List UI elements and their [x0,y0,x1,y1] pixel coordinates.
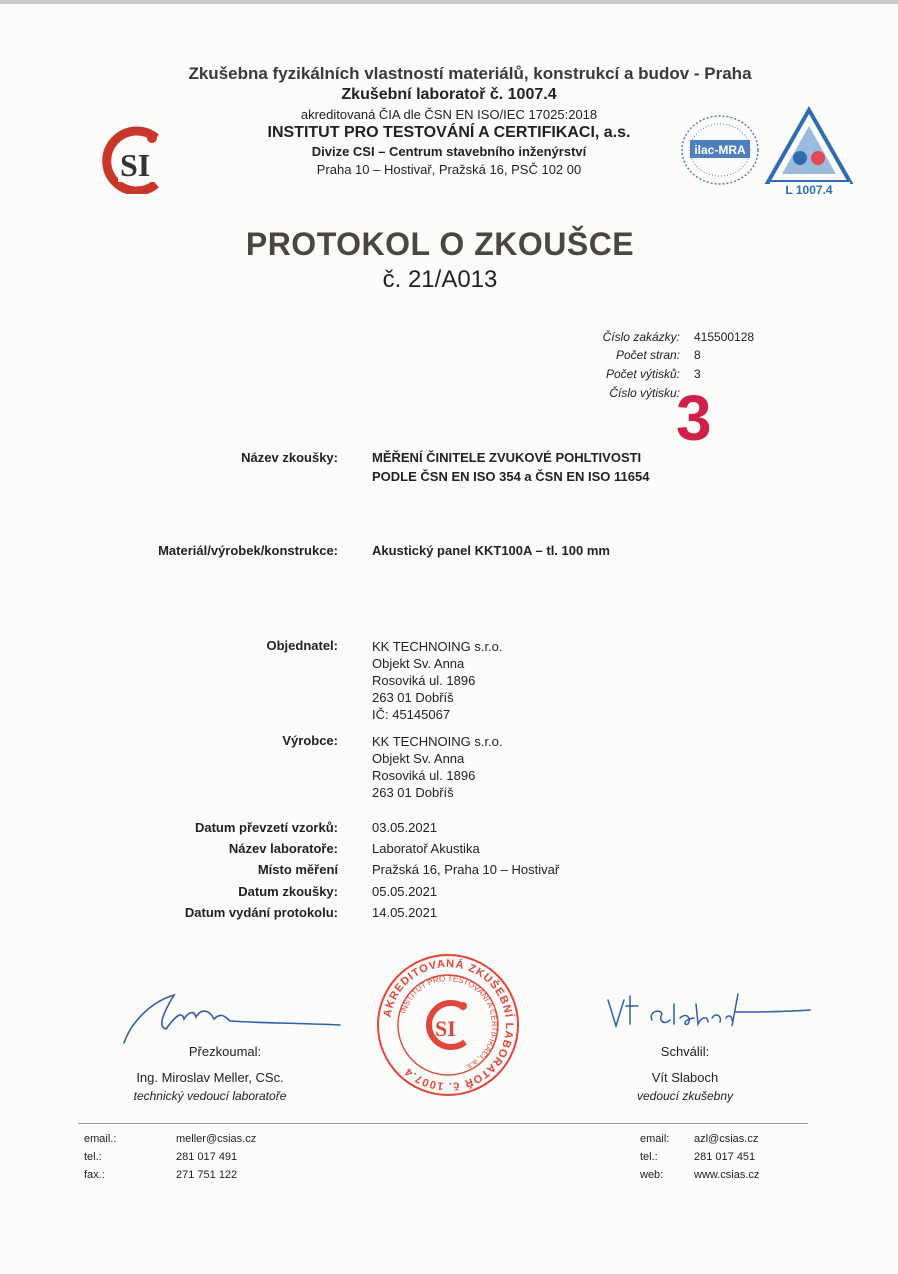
meta-label-copy-number: Číslo výtisku: [609,386,680,400]
stamp-inner-text: INSTITUT PRO TESTOVÁNÍ A CERTIFIKACI, a.s. [398,973,500,1073]
reviewer-title: technický vedoucí laboratoře [133,1089,287,1103]
reviewer-name: Ing. Miroslav Meller, CSc. [136,1070,284,1085]
footer-left-label-tel: tel.: [84,1151,102,1163]
test-name-label: Název zkoušky: [241,450,338,465]
footer-left-value-fax: 271 751 122 [176,1169,238,1181]
stamp-logo-text: SI [435,1016,456,1041]
meta-label-order: Číslo zakázky: [602,330,680,344]
material-value: Akustický panel KKT100A – tl. 100 mm [372,543,610,558]
approver-role: Schválil: [660,1044,710,1059]
test-name-line-1: MĚŘENÍ ČINITELE ZVUKOVÉ POHLTIVOSTI [372,450,642,465]
approver-name: Vít Slaboch [651,1070,719,1085]
footer-right-label-web: web: [640,1169,664,1181]
approver-signature [604,990,814,1040]
detail-value-place: Pražská 16, Praha 10 – Hostivař [372,862,560,877]
csi-logo-text: SI [120,147,151,183]
client-address [372,638,503,723]
manufacturer-line: KK TECHNOING s.r.o. [372,734,503,749]
document-title: PROTOKOL O ZKOUŠCE [245,226,635,262]
detail-label-test-date: Datum zkoušky: [238,884,338,899]
detail-label-place: Místo měření [257,862,338,877]
client-label: Objednatel: [266,638,338,653]
manufacturer-line: Objekt Sv. Anna [372,751,465,766]
client-line: KK TECHNOING s.r.o. [372,639,503,654]
test-name-line-2: PODLE ČSN EN ISO 354 a ČSN EN ISO 11654 [372,469,650,484]
header-line-1: Zkušebna fyzikálních vlastností materiálů, konstrukcí a budov - Praha [188,64,752,83]
footer-left-value-email[interactable]: meller@csias.cz [176,1133,257,1145]
meta-label-pages: Počet stran: [615,348,680,362]
manufacturer-address [372,733,503,801]
page-top-edge [0,0,898,4]
footer-separator [78,1123,808,1124]
manufacturer-label: Výrobce: [282,733,338,748]
reviewer-role: Přezkoumal: [188,1044,262,1059]
cia-accreditation-logo [764,106,854,198]
document-number: č. 21/A013 [382,266,498,293]
client-line: 263 01 Dobříš [372,690,454,705]
approver-title: vedoucí zkušebny [636,1089,734,1103]
footer-right-value-tel: 281 017 451 [694,1151,756,1163]
footer-left-value-tel: 281 017 491 [176,1151,238,1163]
manufacturer-line: Rosoviká ul. 1896 [372,768,476,783]
ilac-text: ilac-MRA [694,143,746,157]
header-line-6: Praha 10 – Hostivař, Pražská 16, PSČ 102 00 [316,162,582,177]
header-line-3: akreditovaná ČIA dle ČSN EN ISO/IEC 17025:2018 [300,107,598,122]
manufacturer-line: 263 01 Dobříš [372,785,454,800]
footer-right-label-email: email: [640,1133,670,1145]
detail-label-received: Datum převzetí vzorků: [194,820,338,835]
client-line: IČ: 45145067 [372,707,451,722]
detail-label-issue-date: Datum vydání protokolu: [184,905,338,920]
meta-value-pages: 8 [694,348,701,362]
client-line: Objekt Sv. Anna [372,656,465,671]
footer-right-value-web[interactable]: www.csias.cz [694,1169,760,1181]
lab-stamp [373,950,523,1100]
footer-right-value-email[interactable]: azl@csias.cz [694,1133,759,1145]
header-line-2: Zkušební laboratoř č. 1007.4 [341,86,557,103]
material-label: Materiál/výrobek/konstrukce: [158,543,338,558]
footer-left-label-fax: fax.: [84,1169,105,1181]
client-line: Rosoviká ul. 1896 [372,673,476,688]
detail-label-lab: Název laboratoře: [228,841,338,856]
detail-value-lab: Laboratoř Akustika [372,841,480,856]
reviewer-signature [118,985,348,1047]
meta-value-order: 415500128 [694,330,755,344]
footer-left-label-email: email.: [84,1133,117,1145]
cia-label: L 1007.4 [785,183,833,197]
ilac-mra-logo [678,112,762,188]
detail-value-test-date: 05.05.2021 [372,884,438,899]
meta-value-copies: 3 [694,367,701,381]
meta-label-copies: Počet výtisků: [605,367,680,381]
detail-value-issue-date: 14.05.2021 [372,905,438,920]
footer-right-label-tel: tel.: [640,1151,658,1163]
stamp-ring-text: AKREDITOVANÁ ZKUŠEBNÍ LABORATOŘ č. 1007.4 [381,957,516,1093]
header-line-5: Divize CSI – Centrum stavebního inženýrství [311,144,587,159]
detail-value-received: 03.05.2021 [372,820,438,835]
header-line-4: INSTITUT PRO TESTOVÁNÍ A CERTIFIKACI, a.s. [267,124,631,141]
copy-number-stamp: 3 [676,382,712,454]
